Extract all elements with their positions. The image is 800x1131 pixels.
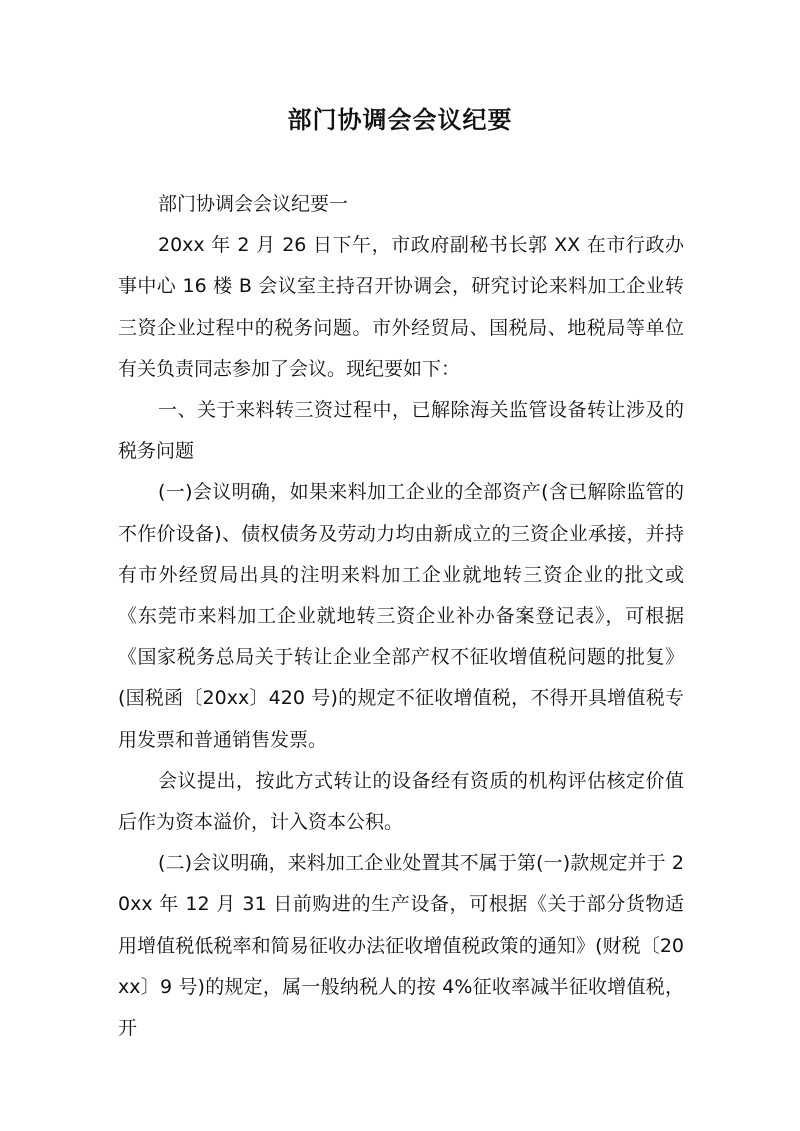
paragraph-proposal: 会议提出，按此方式转让的设备经有资质的机构评估核定价值后作为资本溢价，计入资本公积。 (118, 769, 684, 834)
paragraph-meeting-info: 20xx 年 2 月 26 日下午，市政府副秘书长郭 XX 在市行政办事中心 16 楼 B 会议室主持召开协调会，研究讨论来料加工企业转三资企业过程中的税务问题。市外经贸局、国税局、地税局等单位有关负责同志参加了会议。现纪要如下： (118, 234, 684, 380)
document-body (118, 184, 684, 1049)
paragraph-subtitle: 部门协调会会议纪要一 (158, 193, 349, 215)
paragraph-item-2: (二)会议明确，来料加工企业处置其不属于第(一)款规定并于 20xx 年 12 月 31 日前购进的生产设备，可根据《关于部分货物适用增值税低税率和简易征收办法征收增值税政策的通知》(财税〔20xx〕9 号)的规定，属一般纳税人的按 4%征收率减半征收增值税，开 (118, 852, 684, 1040)
document-title: 部门协调会会议纪要 (287, 106, 513, 134)
paragraph-item-1: (一)会议明确，如果来料加工企业的全部资产(含已解除监管的不作价设备)、债权债务及劳动力均由新成立的三资企业承接，并持有市外经贸局出具的注明来料加工企业就地转三资企业的批文或《东莞市来料加工企业就地转三资企业补办备案登记表》，可根据《国家税务总局关于转让企业全部产权不征收增值税问题的批复》(国税函〔20xx〕420 号)的规定不征收增值税，不得开具增值税专用发票和普通销售发票。 (118, 481, 684, 751)
paragraph-section-heading: 一、关于来料转三资过程中，已解除海关监管设备转让涉及的税务问题 (118, 399, 684, 463)
